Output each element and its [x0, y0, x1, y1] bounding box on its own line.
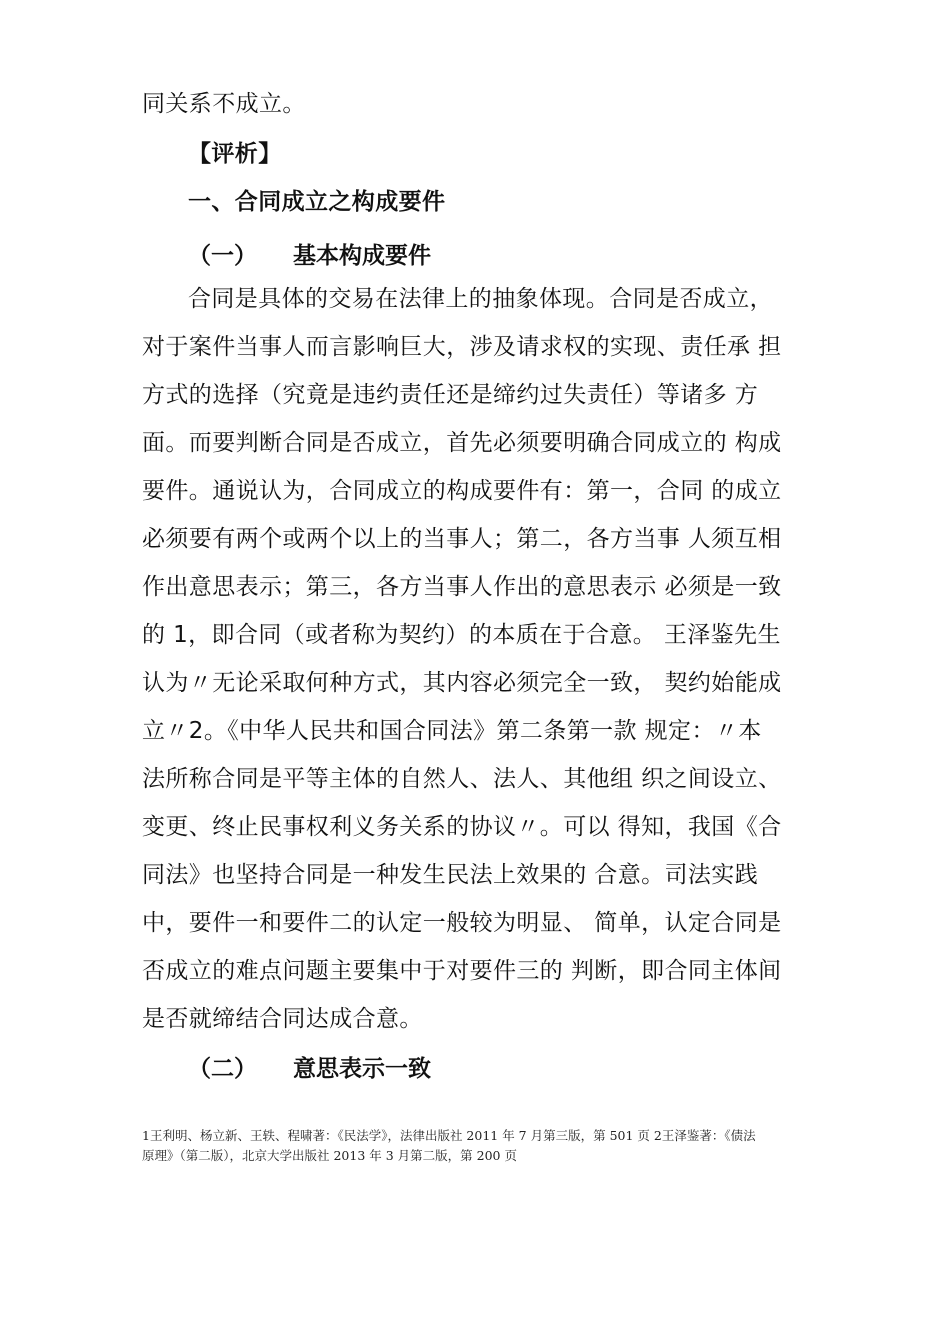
footnote-line: 原理》（第二版），北京大学出版社 2013 年 3 月第二版，第 200 页: [142, 1148, 517, 1163]
paragraph-line: 立〃2。《中华人民共和国合同法》第二条第一款 规定：〃本: [142, 718, 762, 744]
paragraph-line: 合同是具体的交易在法律上的抽象体现。合同是否成立，: [188, 286, 773, 312]
paragraph-line: 必须要有两个或两个以上的当事人；第二，各方当事 人须互相: [142, 526, 782, 552]
paragraph-line: 要件。通说认为，合同成立的构成要件有：第一，合同 的成立: [142, 478, 782, 504]
paragraph-line: 对于案件当事人而言影响巨大，涉及请求权的实现、责任承 担: [142, 334, 782, 360]
subsection-title-2: 意思表示一致: [293, 1056, 431, 1082]
paragraph-line: 认为〃无论采取何种方式，其内容必须完全一致， 契约始能成: [142, 670, 782, 696]
subsection-number-1: （一）: [188, 243, 257, 269]
subsection-title-1: 基本构成要件: [293, 243, 431, 269]
paragraph-line: 方式的选择（究竟是违约责任还是缔约过失责任）等诸多 方: [142, 382, 759, 408]
paragraph-line: 面。而要判断合同是否成立，首先必须要明确合同成立的 构成: [142, 430, 782, 456]
text-line: 同关系不成立。: [142, 91, 306, 117]
footnote-line: 1王利明、杨立新、王轶、程啸著：《民法学》，法律出版社 2011 年 7 月第三版，第 501 页 2王泽鉴著：《债法: [142, 1128, 756, 1143]
paragraph-line: 是否就缔结合同达成合意。: [142, 1006, 423, 1032]
paragraph-line: 的 1，即合同（或者称为契约）的本质在于合意。 王泽鉴先生: [142, 622, 781, 648]
subsection-number-2: （二）: [188, 1056, 257, 1082]
paragraph-line: 作出意思表示；第三，各方当事人作出的意思表示 必须是一致: [142, 574, 782, 600]
section-label-analysis: 【评析】: [188, 141, 282, 167]
paragraph-line: 否成立的难点问题主要集中于对要件三的 判断，即合同主体间: [142, 958, 782, 984]
paragraph-line: 法所称合同是平等主体的自然人、法人、其他组 织之间设立、: [142, 766, 782, 792]
section-heading-1: 一、合同成立之构成要件: [188, 189, 446, 215]
paragraph-line: 同法》也坚持合同是一种发生民法上效果的 合意。司法实践: [142, 862, 759, 888]
paragraph-line: 变更、终止民事权利义务关系的协议〃。可以 得知，我国《合: [142, 814, 782, 840]
paragraph-line: 中，要件一和要件二的认定一般较为明显、 简单，认定合同是: [142, 910, 782, 936]
